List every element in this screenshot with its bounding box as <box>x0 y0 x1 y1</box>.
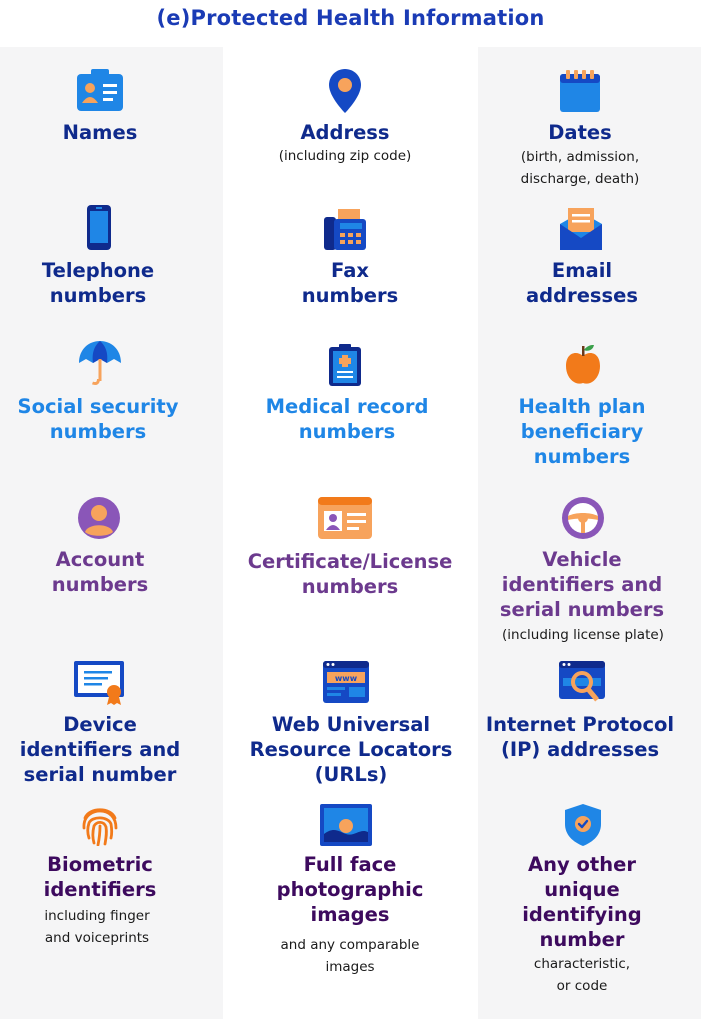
item-label-line: Full face <box>303 853 397 876</box>
item-label-line: Fax <box>331 259 369 282</box>
user-avatar-icon <box>78 497 120 539</box>
item-label-line: numbers <box>49 284 147 307</box>
item-label-line: serial number <box>23 763 177 786</box>
item-sub-line: discharge, death) <box>520 171 640 187</box>
page-title: (e)Protected Health Information <box>156 6 545 30</box>
item-label-line: numbers <box>298 420 396 443</box>
item-label-line: numbers <box>49 420 147 443</box>
item-label-line: Any other <box>528 853 636 876</box>
license-card-icon <box>318 497 372 539</box>
item-label-line: Resource Locators <box>249 738 453 761</box>
item-label-line: Health plan <box>518 395 646 418</box>
item-label-line: identifiers and <box>501 573 663 596</box>
mobile-phone-icon <box>87 205 111 250</box>
id-card-icon <box>77 69 123 111</box>
umbrella-icon <box>79 341 121 385</box>
fingerprint-icon <box>81 804 119 846</box>
item-label-line: photographic <box>276 878 424 901</box>
item-label-line: Biometric <box>47 853 153 876</box>
item-label-line: identifiers <box>43 878 157 901</box>
item-label-line: numbers <box>533 445 631 468</box>
item-label-line: identifiers and <box>19 738 181 761</box>
item-label-line: number <box>539 928 625 951</box>
calendar-icon <box>560 70 600 112</box>
envelope-icon <box>560 208 602 250</box>
item-sub-line: and any comparable <box>280 937 420 953</box>
location-pin-icon <box>329 69 361 113</box>
item-label-line: Social security <box>17 395 179 418</box>
item-sub-line: characteristic, <box>533 956 631 972</box>
certificate-icon <box>74 661 126 705</box>
item-label-line: beneficiary <box>520 420 644 443</box>
item-label-line: Email <box>551 259 613 282</box>
item-sub-line: (including license plate) <box>502 627 664 643</box>
item-label-line: (URLs) <box>314 763 388 786</box>
item-label-line: Address <box>300 121 390 144</box>
browser-www-icon <box>323 661 369 703</box>
item-label-line: images <box>310 903 390 926</box>
steering-wheel-icon <box>562 497 604 539</box>
item-label-line: unique <box>544 878 620 901</box>
item-label-line: addresses <box>526 284 638 307</box>
item-label-line: (IP) addresses <box>500 738 660 761</box>
item-sub-line: images <box>325 959 375 975</box>
item-sub-line: or code <box>556 978 608 994</box>
item-sub-line: (birth, admission, <box>520 149 640 165</box>
item-label-line: numbers <box>51 573 149 596</box>
item-label-line: numbers <box>301 575 399 598</box>
item-label-line: Names <box>62 121 138 144</box>
item-label-line: Telephone <box>41 259 155 282</box>
item-label-line: Certificate/License <box>247 550 453 573</box>
item-sub-line: (including zip code) <box>278 148 412 164</box>
item-label-line: Medical record <box>265 395 429 418</box>
item-label-line: Vehicle <box>542 548 622 571</box>
svg-text:www: www <box>334 674 358 683</box>
picture-icon <box>320 804 372 846</box>
item-sub-line: including finger <box>44 908 150 924</box>
item-label-line: Account <box>55 548 145 571</box>
apple-icon <box>566 344 600 386</box>
item-label-line: Internet Protocol <box>485 713 675 736</box>
shield-check-icon <box>565 804 601 846</box>
clipboard-icon <box>329 344 361 386</box>
item-sub-line: and voiceprints <box>44 930 150 946</box>
item-label-line: identifying <box>522 903 642 926</box>
item-label-line: Dates <box>548 121 612 144</box>
item-label-line: numbers <box>301 284 399 307</box>
browser-search-icon <box>559 661 605 705</box>
fax-machine-icon <box>324 209 366 250</box>
item-label-line: Web Universal <box>271 713 431 736</box>
item-label-line: Device <box>63 713 137 736</box>
item-label-line: serial numbers <box>499 598 665 621</box>
